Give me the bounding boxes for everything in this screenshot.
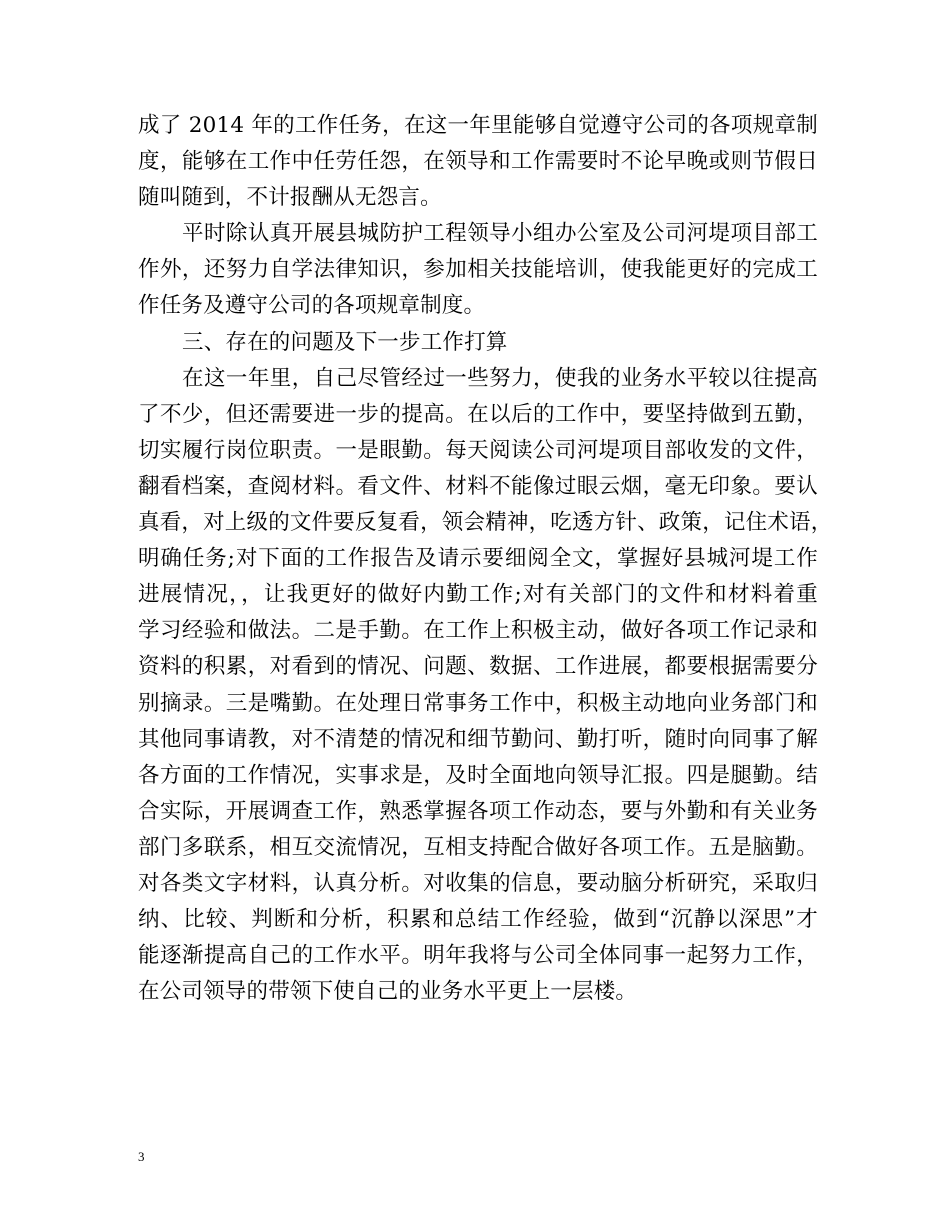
text-line: 对各类文字材料，认真分析。对收集的信息，要动脑分析研究，采取归 (138, 870, 818, 896)
text-line: 了不少，但还需要进一步的提高。在以后的工作中，要坚持做到五勤， (138, 401, 818, 427)
heading-text: 三、存在的问题及下一步工作打算 (182, 329, 508, 355)
paragraph-2 (138, 216, 818, 324)
text-line: 资料的积累，对看到的情况、问题、数据、工作进展，都要根据需要分 (138, 654, 818, 680)
text-line: 纳、比较、判断和分析，积累和总结工作经验，做到“沉静以深思”才 (138, 907, 818, 933)
text-line: 各方面的工作情况，实事求是，及时全面地向领导汇报。四是腿勤。结 (138, 762, 818, 788)
text-line: 切实履行岗位职责。一是眼勤。每天阅读公司河堤项目部收发的文件， (138, 437, 818, 463)
text-line: 明确任务;对下面的工作报告及请示要细阅全文，掌握好县城河堤工作 (138, 546, 818, 572)
text-line: 部门多联系，相互交流情况，互相支持配合做好各项工作。五是脑勤。 (138, 834, 818, 860)
section-heading (138, 325, 818, 361)
text-line: 在公司领导的带领下使自己的业务水平更上一层楼。 (138, 979, 638, 1005)
text-line: 能逐渐提高自己的工作水平。明年我将与公司全体同事一起努力工作， (138, 943, 818, 969)
text-line: 学习经验和做法。二是手勤。在工作上积极主动，做好各项工作记录和 (138, 618, 818, 644)
text-line: 成了 2014 年的工作任务，在这一年里能够自觉遵守公司的各项规章制 (138, 113, 818, 138)
text-line: 平时除认真开展县城防护工程领导小组办公室及公司河堤项目部工 (182, 221, 818, 247)
text-line: 在这一年里，自己尽管经过一些努力，使我的业务水平较以往提高 (182, 365, 818, 391)
text-line: 别摘录。三是嘴勤。在处理日常事务工作中，积极主动地向业务部门和 (138, 690, 818, 716)
paragraph-3 (138, 361, 833, 1011)
page-number: 3 (138, 1149, 145, 1164)
text-line: 真看，对上级的文件要反复看，领会精神，吃透方针、政策，记住术语， (138, 510, 833, 536)
text-line: 作任务及遵守公司的各项规章制度。 (138, 293, 486, 319)
text-line: 合实际，开展调查工作，熟悉掌握各项工作动态，要与外勤和有关业务 (138, 798, 818, 824)
text-line: 翻看档案，查阅材料。看文件、材料不能像过眼云烟，毫无印象。要认 (138, 473, 818, 499)
text-line: 度，能够在工作中任劳任怨，在领导和工作需要时不论早晚或则节假日 (138, 149, 818, 175)
text-line: 作外，还努力自学法律知识，参加相关技能培训，使我能更好的完成工 (138, 257, 818, 283)
document-body (138, 108, 833, 1010)
paragraph-1 (138, 108, 818, 216)
text-line: 其他同事请教，对不清楚的情况和细节勤问、勤打听，随时向同事了解 (138, 726, 818, 752)
text-line: 随叫随到，不计报酬从无怨言。 (138, 185, 442, 211)
text-line: 进展情况，，让我更好的做好内勤工作;对有关部门的文件和材料着重 (138, 582, 818, 608)
